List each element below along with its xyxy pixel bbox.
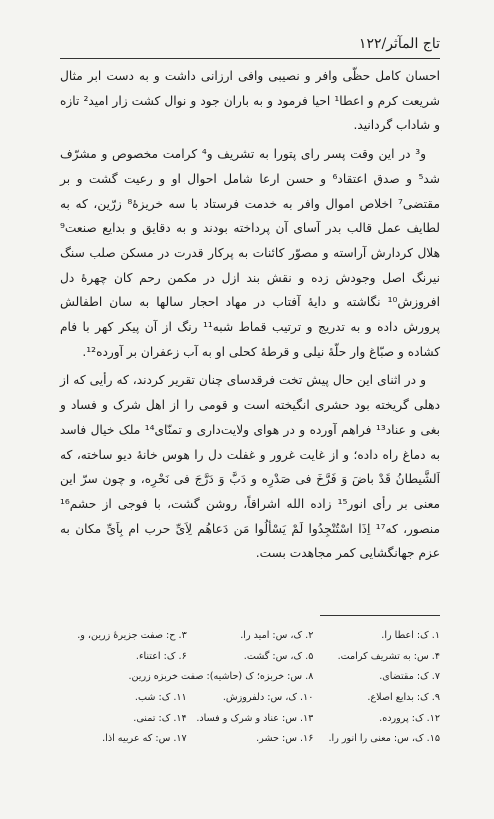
footnote-row (60, 647, 440, 668)
paragraph: احسان کامل حظّی وافر و نصیبی وافی ارزانی داشت و به دست ابر مثال شریعت کرم و اعطا¹ احیا فرمود و به باران جود و نوال کشت زار امید² تازه و شاداب گردانید. (60, 69, 440, 133)
footnote: ۸. س: خربزه؛ ک (حاشیه): صفت خربزه زرین. (128, 671, 314, 683)
footnote-row (60, 729, 440, 750)
footnote: ۴. س: به تشریف کرامت. (337, 650, 440, 662)
footnote: ۱۳. س: عناد و شرک و فساد. (196, 712, 314, 724)
footnote: ۲. ک، س: امید را. (240, 630, 314, 641)
footnote: ۱۶. س: حشر. (256, 733, 314, 745)
footnote: ۶. ک: اعتناء. (135, 650, 187, 662)
header-divider (60, 58, 440, 59)
footnote: ۷. ک: مقتضای. (379, 671, 440, 683)
footnote: ۱۲. ک: پرورده. (379, 712, 440, 724)
main-text (60, 64, 440, 566)
footnote: ۹. ک: بدایع اصلاع. (367, 692, 440, 704)
footnote: ۳. ح: صفت جزیرهٔ زرین، و. (77, 630, 187, 641)
footnote-row (60, 626, 440, 647)
footnote: ۱. ک: اعطا را. (381, 630, 440, 641)
footnotes (60, 626, 440, 750)
footnote: ۵. ک، س: گشت. (243, 650, 314, 662)
footnote: ۱۰. ک، س: دلفروزش. (222, 692, 314, 704)
page-header: تاج المآثر/۱۲۲ (358, 36, 440, 52)
footnote: ۱۱. ک: شب. (134, 692, 187, 704)
paragraph: و در اثنای این حال پیش تخت فرقدسای چنان تقریر کردند، که رأیی که از دهلی گریخته بود حشری انگیخته است و قومی را از اهل شرک و فساد و بغی و عناد¹³ فراهم آورده و در هوای ولایت‌داری و تمنّای¹⁴ ملک خیال فاسد به دماغ راه داده؛ و از غایت غرور و غفلت دل را هوس خانهٔ دیو ساخته، که اَلشَّیطانُ قَدْ باضَ وَ فَرَّخَ فی صَدْرِه و دَبَّ وَ دَرَّجَ فی نَحْرِه، و چون سرّ این معنی بر رأی انور¹⁵ زاده الله اشراقاً، روشن گشت، با فوجی از حشم¹⁶ منصور، که¹⁷ اِذَا اسْتُنْجِدُوا لَمْ یَسْألُوا مَن دَعاهُم لِاَیِّ حرب ام بِاَیِّ مکان به عزم جهانگشایی کمر مجاهدت بست. (60, 373, 440, 561)
footnote-row (60, 667, 440, 688)
footnote: ۱۷. س: که عربیه اذا. (102, 733, 187, 745)
footnote: ۱۴. ک: تمنی. (133, 712, 187, 724)
footnote-divider (320, 615, 440, 616)
footnote-row (60, 709, 440, 730)
paragraph: و³ در این وقت پسر رای پتورا به تشریف و⁴ کرامت مخصوص و مشرّف شد⁵ و صدق اعتقاد⁶ و حسن ارعا شامل احوال او و رعیت گشت و بر مقتضی⁷ اخلاص اموال وافر به خدمت فرستاد با سه خریزهٔ⁸ زرّین، که به لطایف عمل قالب بدر آسای آن پرداخته بودند و به دقایق و بدایع صنعت⁹ هلال کردارش آراسته و مصوّر کائنات به پرکار قدرت در مسکن صلب سنگ نیرنگ اصل وجودش زده و نقش بند ازل در مکمن رحم کان چهرهٔ دل افروزش¹⁰ نگاشته و دایهٔ آفتاب در مهاد احجار سالها به سان اطفالش پرورش داده و به تدریج و ترتیب قماط شبه¹¹ رنگ از آن پیکر کهر با فام کشاده و صبّاغ وار حلّهٔ نیلی و قرطهٔ کحلی او به آب زعفران بر آورده¹². (60, 147, 441, 359)
footnote-row (60, 688, 440, 709)
footnote: ۱۵. ک، س: معنی را انور را. (328, 733, 440, 745)
